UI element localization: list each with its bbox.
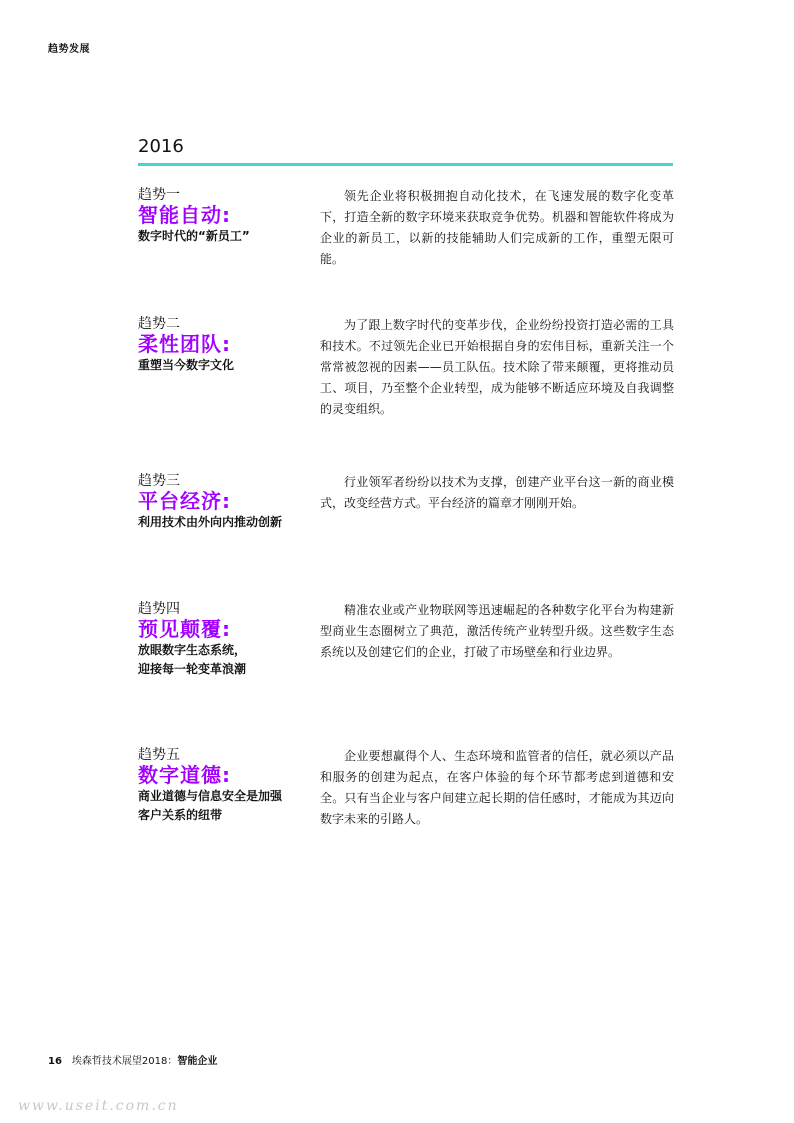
page-number: 16 <box>48 1056 62 1067</box>
trend-subtitle: 商业道德与信息安全是加强 客户关系的纽带 <box>138 789 283 822</box>
trend-body: 行业领军者纷纷以技术为支撑，创建产业平台这一新的商业模式，改变经营方式。平台经济的篇章才刚刚开始。 <box>320 475 674 510</box>
trend-title: 预见颠覆: <box>138 617 231 641</box>
trend-body: 企业要想赢得个人、生态环境和监管者的信任，就必须以产品和服务的创建为起点，在客户体验的每个环节都考虑到道德和安全。只有当企业与客户间建立起长期的信任感时，才能成为其迈向数字未来的引路人。 <box>320 749 674 826</box>
publication-title: 埃森哲技术展望2018： <box>71 1056 178 1067</box>
trend-label: 趋势三 <box>138 473 180 489</box>
trend-body: 领先企业将积极拥抱自动化技术，在飞速发展的数字化变革下，打造全新的数字环境来获取竞争优势。机器和智能软件将成为企业的新员工，以新的技能辅助人们完成新的工作，重塑无限可能。 <box>320 189 674 266</box>
trend-title: 智能自动: <box>138 203 231 227</box>
publication-title-bold: 智能企业 <box>177 1056 218 1067</box>
trend-subtitle: 数字时代的“新员工” <box>138 229 250 243</box>
trend-body: 为了跟上数字时代的变革步伐，企业纷纷投资打造必需的工具和技术。不过领先企业已开始根据自身的宏伟目标，重新关注一个常常被忽视的因素——员工队伍。技术除了带来颠覆，更将推动员工、项目，乃至整个企业转型，成为能够不断适应环境及自我调整的灵变组织。 <box>320 318 674 416</box>
year-heading: 2016 <box>138 136 184 157</box>
trend-subtitle: 利用技术由外向内推动创新 <box>138 515 283 529</box>
trend-subtitle: 重塑当今数字文化 <box>138 358 235 372</box>
trend-label: 趋势一 <box>138 187 180 203</box>
trend-subtitle: 放眼数字生态系统， 迎接每一轮变革浪潮 <box>138 643 247 676</box>
watermark: www.useit.com.cn <box>18 1098 179 1114</box>
section-tag: 趋势发展 <box>48 44 90 55</box>
trend-label: 趋势二 <box>138 316 180 332</box>
trend-body: 精准农业或产业物联网等迅速崛起的各种数字化平台为构建新型商业生态圈树立了典范，激活传统产业转型升级。这些数字生态系统以及创建它们的企业，打破了市场壁垒和行业边界。 <box>320 603 674 659</box>
page-footer <box>48 1052 217 1067</box>
trend-label: 趋势五 <box>138 747 180 763</box>
trend-label: 趋势四 <box>138 601 180 617</box>
year-divider <box>138 163 673 166</box>
trend-title: 数字道德: <box>138 763 231 787</box>
trend-title: 柔性团队: <box>138 332 231 356</box>
trend-title: 平台经济: <box>138 489 231 513</box>
